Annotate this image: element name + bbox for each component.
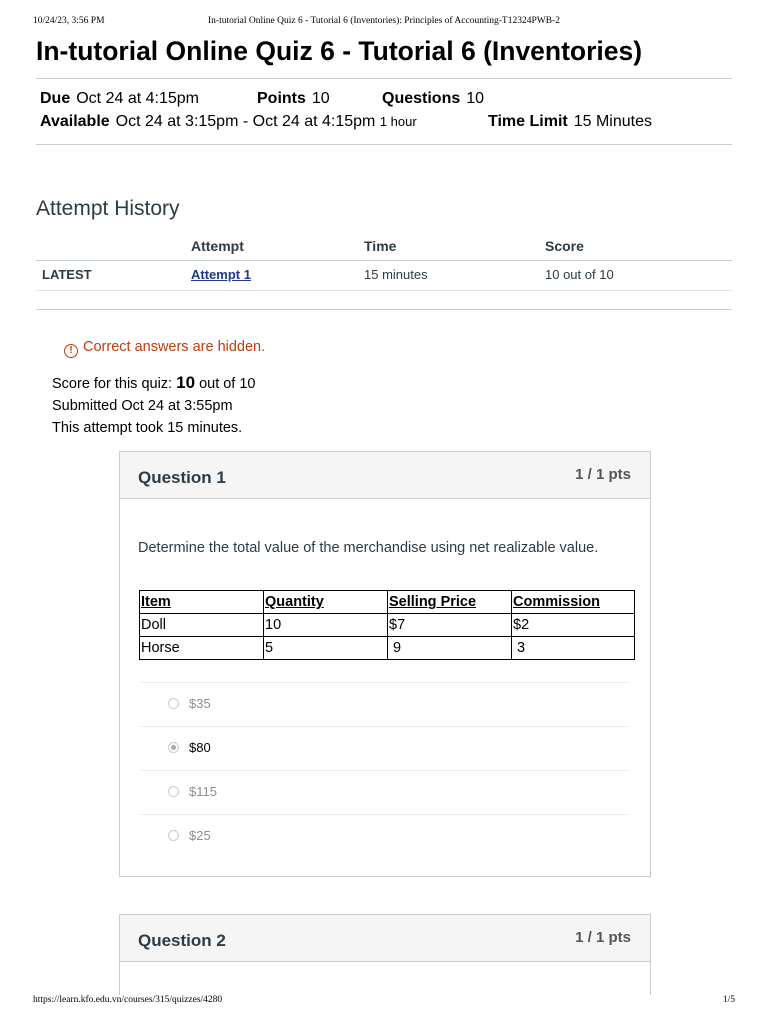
question-2 [119, 914, 651, 995]
score-cell: 10 out of 10 [545, 267, 614, 282]
answer-label: $35 [189, 696, 211, 711]
question-title: Question 2 [138, 931, 226, 950]
merchandise-table [139, 590, 635, 660]
answer-option[interactable] [139, 814, 630, 858]
divider [36, 78, 732, 79]
cell: $7 [388, 614, 512, 637]
due-info: Due Oct 24 at 4:15pm [40, 90, 199, 107]
cell: Doll [140, 614, 264, 637]
question-title: Question 1 [138, 468, 226, 487]
print-page-number: 1/5 [722, 995, 735, 1005]
question-1 [119, 451, 651, 877]
col-time: Time [364, 238, 397, 254]
correct-answers-hidden-warning: ! Correct answers are hidden. [64, 339, 265, 358]
question-points: 1 / 1 pts [575, 929, 631, 946]
table-header-row [140, 591, 635, 614]
cell: 5 [264, 637, 388, 660]
attempt-1-link[interactable]: Attempt 1 [191, 267, 251, 282]
print-url: https://learn.kfo.edu.vn/courses/315/quizzes/4280 [33, 995, 223, 1005]
answer-label: $25 [189, 828, 211, 843]
answer-label: $115 [189, 784, 217, 799]
table-divider [36, 290, 732, 291]
cell: Horse [140, 637, 264, 660]
divider [36, 144, 732, 145]
print-footer [0, 995, 768, 1009]
cell: 10 [264, 614, 388, 637]
cell: 3 [512, 637, 635, 660]
print-header [0, 16, 768, 30]
col-score: Score [545, 238, 584, 254]
question-header [120, 452, 650, 499]
quiz-title: In-tutorial Online Quiz 6 - Tutorial 6 (Inventories) [36, 36, 643, 66]
radio-button[interactable] [168, 786, 179, 797]
time-limit-info: Time Limit 15 Minutes [488, 113, 652, 130]
print-page-title: In-tutorial Online Quiz 6 - Tutorial 6 (Inventories): Principles of Accounting-T12324PWB-2 [208, 16, 560, 26]
th-commission: Commission [512, 591, 635, 614]
th-selling-price: Selling Price [388, 591, 512, 614]
col-attempt: Attempt [191, 238, 244, 254]
attempt-cell [191, 267, 251, 282]
quiz-score: Score for this quiz: 10 out of 10 [52, 373, 256, 392]
answer-label: $80 [189, 740, 211, 755]
question-text: Determine the total value of the merchandise using net realizable value. [138, 540, 599, 556]
radio-button[interactable] [168, 830, 179, 841]
question-points: 1 / 1 pts [575, 466, 631, 483]
latest-label: LATEST [42, 267, 92, 282]
th-item: Item [140, 591, 264, 614]
attempt-duration-text: This attempt took 15 minutes. [52, 420, 243, 436]
warning-icon: ! [64, 344, 78, 358]
radio-button-selected[interactable] [168, 742, 179, 753]
cell: $2 [512, 614, 635, 637]
print-datetime: 10/24/23, 3:56 PM [33, 16, 105, 26]
answer-option[interactable] [139, 770, 630, 814]
attempt-history-heading: Attempt History [36, 197, 180, 220]
radio-button[interactable] [168, 698, 179, 709]
points-info: Points 10 [257, 90, 330, 107]
table-row [140, 614, 635, 637]
cell: 9 [388, 637, 512, 660]
submitted-text: Submitted Oct 24 at 3:55pm [52, 398, 233, 414]
th-quantity: Quantity [264, 591, 388, 614]
divider [36, 309, 732, 310]
table-divider [36, 260, 732, 261]
table-row [140, 637, 635, 660]
available-info: Available Oct 24 at 3:15pm - Oct 24 at 4:15pm 1 hour [40, 113, 417, 130]
question-header [120, 915, 650, 962]
answer-option-selected[interactable] [139, 726, 630, 770]
questions-info: Questions 10 [382, 90, 485, 107]
time-cell: 15 minutes [364, 267, 428, 282]
answer-option[interactable] [139, 682, 630, 726]
